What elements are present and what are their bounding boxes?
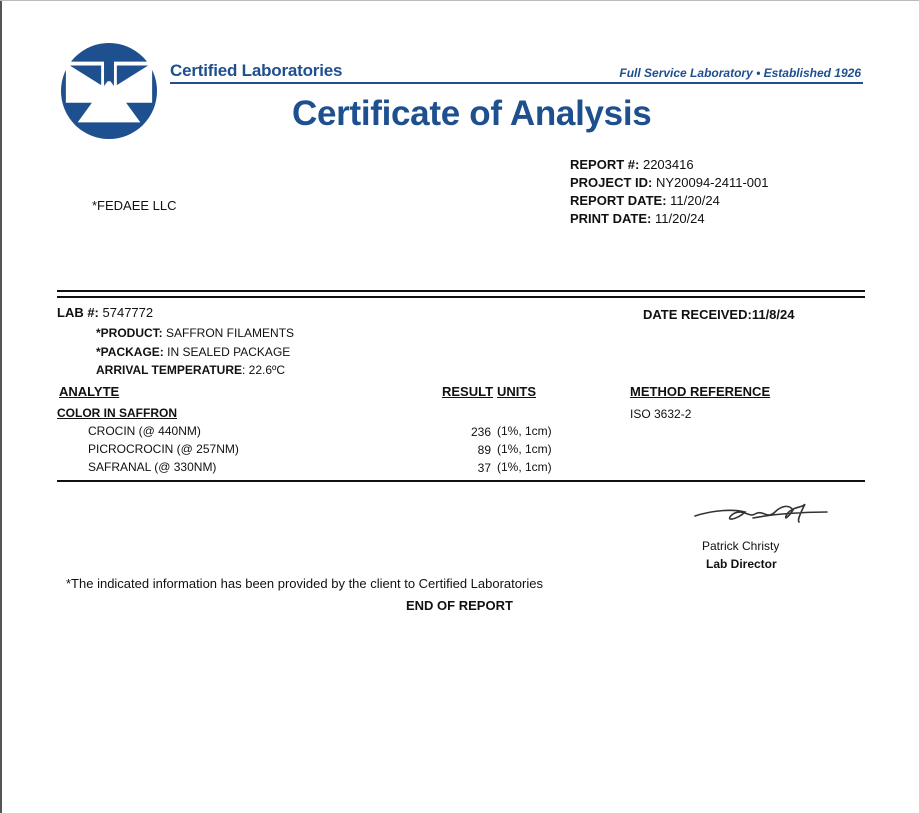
package-line bbox=[96, 343, 294, 362]
report-number-value: 2203416 bbox=[642, 157, 694, 172]
result-value: 236 bbox=[470, 425, 491, 439]
report-number-line bbox=[570, 156, 768, 174]
print-date-line bbox=[570, 210, 768, 228]
method-reference-value: ISO 3632-2 bbox=[630, 407, 692, 421]
lab-number-value: 5747772 bbox=[102, 305, 154, 320]
signer-name: Patrick Christy bbox=[702, 539, 780, 553]
lab-number-label: LAB #: bbox=[57, 305, 99, 320]
document-left-border bbox=[0, 0, 2, 813]
result-units: (1%, 1cm) bbox=[497, 424, 552, 438]
package-label: *PACKAGE: bbox=[96, 344, 164, 359]
product-value: SAFFRON FILAMENTS bbox=[166, 326, 295, 340]
print-date-label: PRINT DATE: bbox=[570, 211, 652, 226]
print-date-value: 11/20/24 bbox=[655, 211, 705, 226]
result-value: 37 bbox=[477, 461, 491, 475]
product-line bbox=[96, 324, 294, 343]
report-meta bbox=[570, 156, 768, 228]
analyte-name: SAFRANAL (@ 330NM) bbox=[88, 460, 217, 474]
report-date-value: 11/20/24 bbox=[670, 193, 720, 208]
project-id-line bbox=[570, 174, 768, 192]
client-info-footnote: *The indicated information has been provided by the client to Certified Laboratories bbox=[66, 576, 543, 591]
section-rule-top-second bbox=[57, 296, 865, 298]
arrival-temperature-line bbox=[96, 361, 294, 380]
column-header-method-reference: METHOD REFERENCE bbox=[630, 384, 771, 399]
end-of-report: END OF REPORT bbox=[406, 598, 513, 613]
column-header-analyte: ANALYTE bbox=[59, 384, 120, 399]
analyte-name: PICROCROCIN (@ 257NM) bbox=[88, 442, 239, 456]
arrival-temperature-value: : 22.6ºC bbox=[242, 363, 286, 377]
project-id-label: PROJECT ID: bbox=[570, 175, 653, 190]
lab-name: Certified Laboratories bbox=[170, 61, 343, 80]
arrival-temperature-label: ARRIVAL TEMPERATURE bbox=[96, 363, 243, 377]
document-title: Certificate of Analysis bbox=[292, 94, 652, 133]
product-label: *PRODUCT: bbox=[96, 326, 163, 340]
analyte-group-heading: COLOR IN SAFFRON bbox=[57, 406, 177, 420]
report-date-label: REPORT DATE: bbox=[570, 193, 667, 208]
report-date-line bbox=[570, 192, 768, 210]
date-received-label: DATE RECEIVED: bbox=[643, 307, 752, 322]
certified-laboratories-logo-icon bbox=[60, 42, 158, 140]
header-rule bbox=[170, 82, 863, 84]
result-units: (1%, 1cm) bbox=[497, 442, 552, 456]
report-number-label: REPORT #: bbox=[570, 157, 640, 172]
column-header-units: UNITS bbox=[497, 384, 536, 399]
sample-info bbox=[96, 324, 294, 380]
analyte-name: CROCIN (@ 440NM) bbox=[88, 424, 201, 438]
client-name: *FEDAEE LLC bbox=[92, 198, 177, 213]
result-units: (1%, 1cm) bbox=[497, 460, 552, 474]
section-rule-bottom bbox=[57, 480, 865, 482]
date-received-value: 11/8/24 bbox=[751, 307, 795, 322]
document-top-border bbox=[0, 0, 919, 1]
section-rule-top bbox=[57, 290, 865, 292]
lab-tagline: Full Service Laboratory • Established 1926 bbox=[619, 66, 861, 80]
package-value: IN SEALED PACKAGE bbox=[167, 344, 291, 359]
project-id-value: NY20094-2411-001 bbox=[655, 175, 769, 190]
signer-title: Lab Director bbox=[706, 557, 777, 571]
result-value: 89 bbox=[477, 443, 491, 457]
lab-number bbox=[57, 305, 153, 320]
column-header-result: RESULT bbox=[442, 384, 494, 399]
date-received bbox=[643, 307, 794, 322]
handwritten-signature bbox=[693, 500, 833, 530]
